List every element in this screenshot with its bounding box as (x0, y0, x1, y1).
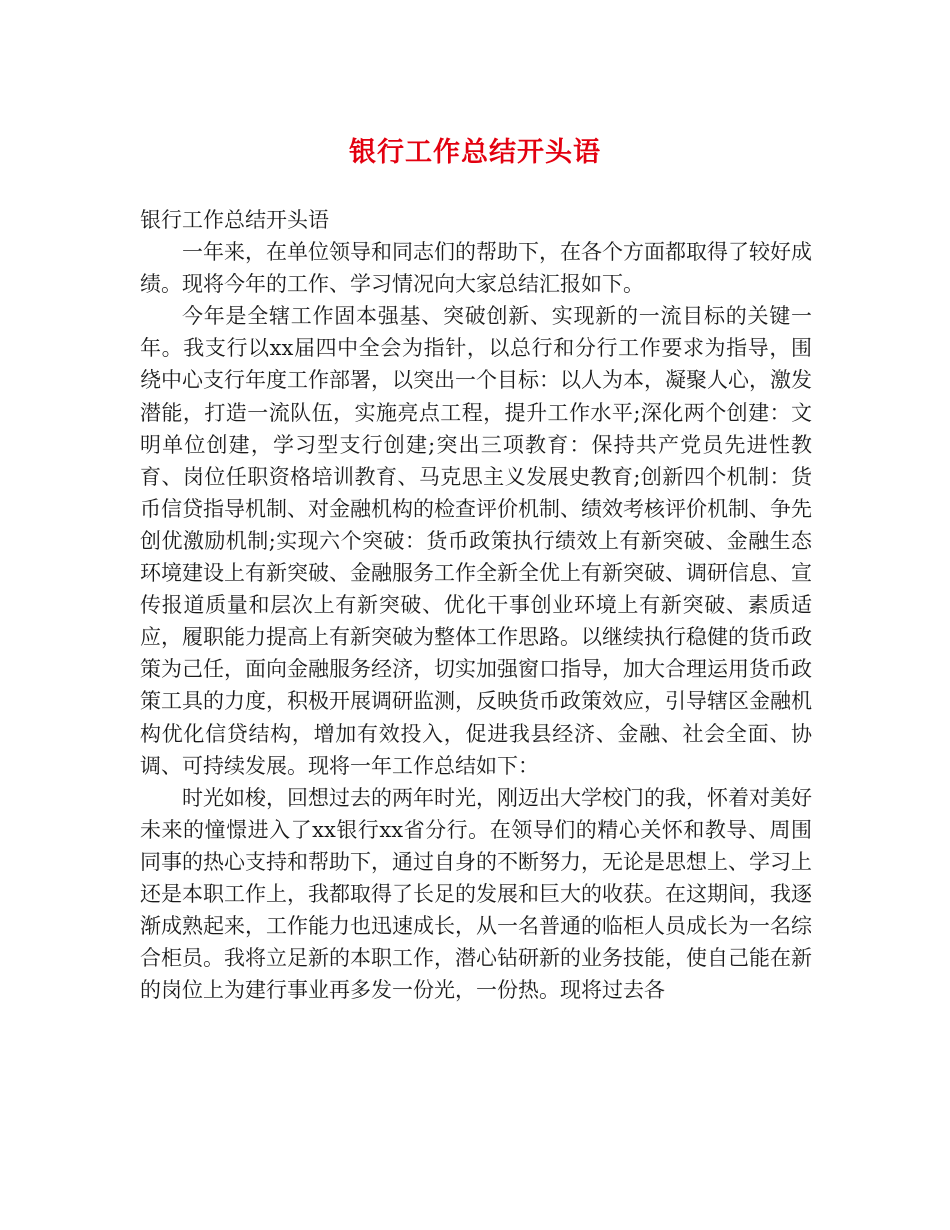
document-body (140, 204, 812, 1006)
paragraph-2: 今年是全辖工作固本强基、突破创新、实现新的一流目标的关键一年。我支行以xx届四中全会为指针，以总行和分行工作要求为指导，围绕中心支行年度工作部署，以突出一个目标：以人为本，凝聚人心，激发潜能，打造一流队伍，实施亮点工程，提升工作水平;深化两个创建：文明单位创建，学习型支行创建;突出三项教育：保持共产党员先进性教育、岗位任职资格培训教育、马克思主义发展史教育;创新四个机制：货币信贷指导机制、对金融机构的检查评价机制、绩效考核评价机制、争先创优激励机制;实现六个突破：货币政策执行绩效上有新突破、金融生态环境建设上有新突破、金融服务工作全新全优上有新突破、调研信息、宣传报道质量和层次上有新突破、优化干事创业环境上有新突破、素质适应，履职能力提高上有新突破为整体工作思路。以继续执行稳健的货币政策为己任，面向金融服务经济，切实加强窗口指导，加大合理运用货币政策工具的力度，积极开展调研监测，反映货币政策效应，引导辖区金融机构优化信贷结构，增加有效投入，促进我县经济、金融、社会全面、协调、可持续发展。现将一年工作总结如下： (140, 304, 812, 778)
paragraph-3: 时光如梭，回想过去的两年时光，刚迈出大学校门的我，怀着对美好未来的憧憬进入了xx银行xx省分行。在领导们的精心关怀和教导、周围同事的热心支持和帮助下，通过自身的不断努力，无论是思想上、学习上还是本职工作上，我都取得了长足的发展和巨大的收获。在这期间，我逐渐成熟起来，工作能力也迅速成长，从一名普通的临柜人员成长为一名综合柜员。我将立足新的本职工作，潜心钻研新的业务技能，使自己能在新的岗位上为建行事业再多发一份光，一份热。现将过去各 (140, 785, 812, 1003)
document-title: 银行工作总结开头语 (349, 137, 601, 168)
document-subtitle: 银行工作总结开头语 (140, 208, 329, 232)
paragraph-1: 一年来，在单位领导和同志们的帮助下，在各个方面都取得了较好成绩。现将今年的工作、学习情况向大家总结汇报如下。 (140, 240, 812, 297)
